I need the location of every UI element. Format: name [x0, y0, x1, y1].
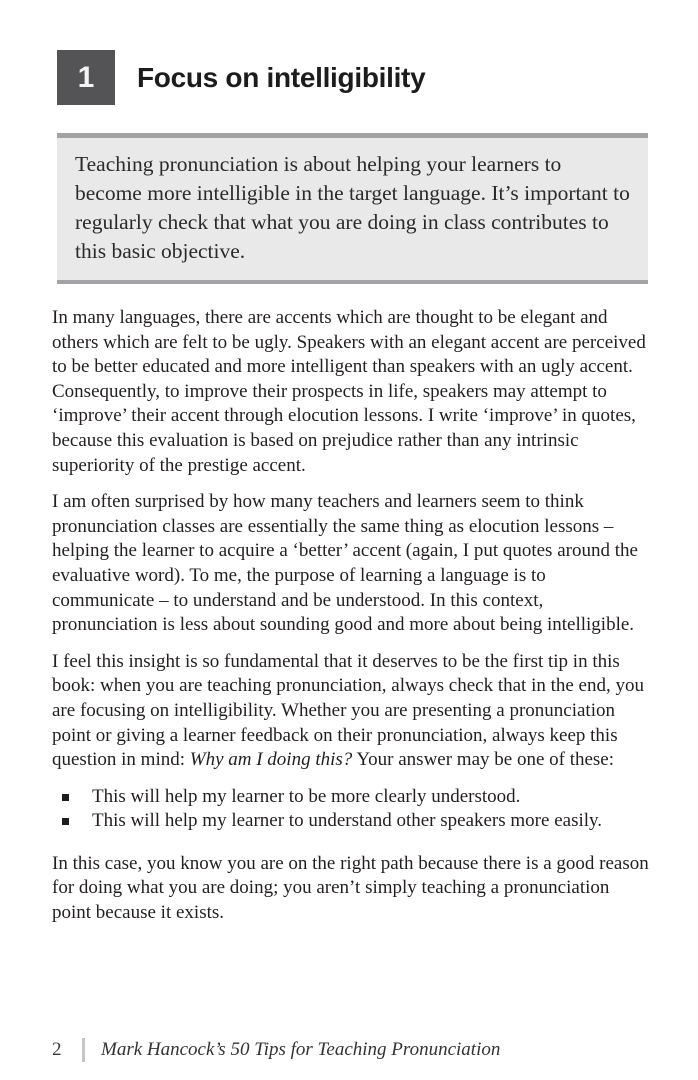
square-bullet-icon	[62, 818, 69, 825]
paragraph-first-tip-text: I feel this insight is so fundamental that it deserves to be the first tip in this book: when you are teaching pronunciation, always check that in the end, you are focusing on intelligibility. Whether you are presenting a pronunciation point or giving a learner feedback on their pronunciation, always keep this question in mind:	[52, 650, 644, 771]
paragraph-accents: In many languages, there are accents which are thought to be elegant and others which are felt to be ugly. Speakers with an elegant accent are perceived to be better educated and more intelligent than speakers with an ugly accent. Consequently, to improve their prospects in life, speakers may attempt to ‘improve’ their accent through elocution lessons. I write ‘improve’ in quotes, because this evaluation is based on prejudice rather than any intrinsic superiority of the prestige accent.	[52, 307, 646, 476]
square-bullet-icon	[62, 794, 69, 801]
tip-number-badge: 1	[57, 50, 115, 105]
page-title: Focus on intelligibility	[137, 61, 426, 93]
paragraph-first-tip	[52, 650, 652, 773]
italic-question: Why am I doing this?	[189, 749, 353, 771]
callout-box	[57, 133, 648, 284]
body-content	[52, 306, 652, 938]
list-item	[52, 785, 652, 810]
page-number: 2	[52, 1039, 62, 1060]
tip-header	[57, 50, 658, 105]
paragraph-elocution: I am often surprised by how many teachers and learners seem to think pronunciation classes are essentially the same thing as elocution lessons – helping the learner to acquire a ‘better’ accent (again, I put quotes around the evaluative word). To me, the purpose of learning a language is to communicate – to understand and be understood. In this context, pronunciation is less about sounding good and more about being intelligible.	[52, 491, 638, 636]
list-item-text: This will help my learner to understand other speakers more easily.	[92, 810, 603, 832]
page-footer	[52, 1038, 658, 1062]
paragraph-right-path: In this case, you know you are on the right path because there is a good reason for doing what you are doing; you aren’t simply teaching a pronunciation point because it exists.	[52, 852, 649, 924]
book-title: Mark Hancock’s 50 Tips for Teaching Pronunciation	[101, 1039, 501, 1060]
answer-list	[52, 785, 652, 834]
callout-text: Teaching pronunciation is about helping your learners to become more intelligible in the target language. It’s important to regularly check that what you are doing in class contributes to this basic objective.	[75, 152, 630, 263]
list-item-text: This will help my learner to be more clearly understood.	[92, 785, 521, 807]
paragraph-first-tip-text-after: Your answer may be one of these:	[352, 749, 615, 771]
footer-divider	[82, 1038, 85, 1062]
list-item	[52, 809, 652, 834]
